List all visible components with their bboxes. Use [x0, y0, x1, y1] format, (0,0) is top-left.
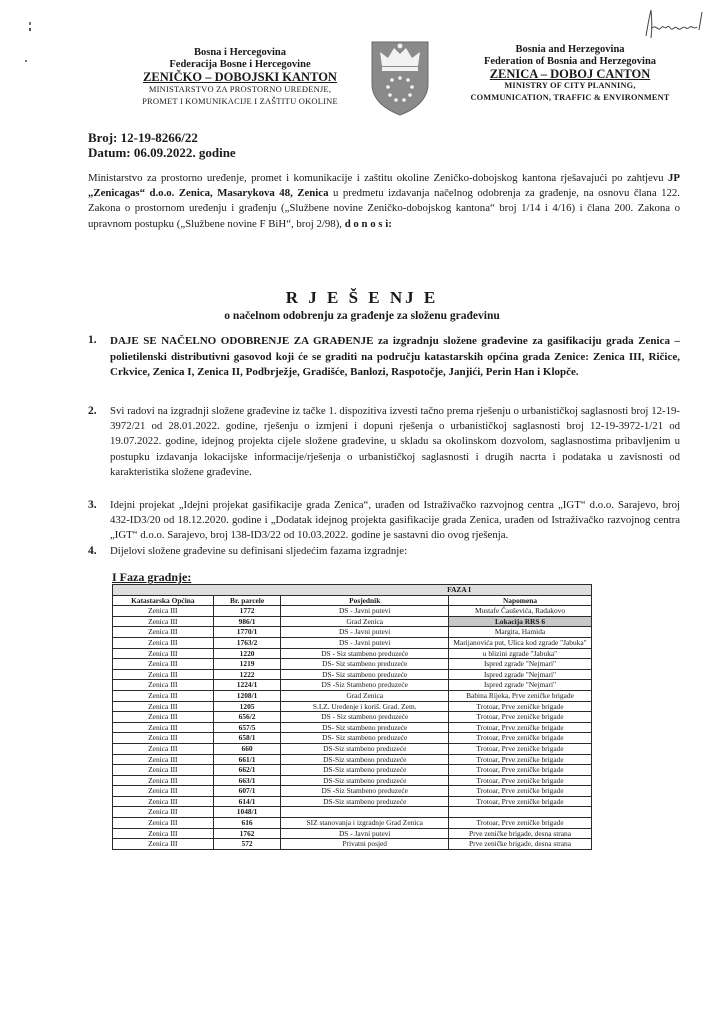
header-ministry-en-line2: COMMUNICATION, TRAFFIC & ENVIRONMENT	[470, 93, 670, 102]
table-row	[113, 701, 592, 712]
cell-cadastral-municipality: Zenica III	[113, 712, 214, 723]
header-canton: ZENIČKO – DOBOJSKI KANTON	[143, 70, 337, 84]
cell-note: Trotoar, Prve zeničke brigade	[449, 743, 592, 754]
cell-parcel-number: 986/1	[213, 616, 281, 627]
table-row	[113, 786, 592, 797]
cell-note: Trotoar, Prve zeničke brigade	[449, 722, 592, 733]
header-right-english	[450, 44, 690, 104]
cell-parcel-number: 656/2	[213, 712, 281, 723]
cell-parcel-number: 1762	[213, 828, 281, 839]
coat-of-arms-icon	[370, 40, 430, 116]
table-title-row	[113, 585, 592, 596]
table-row	[113, 818, 592, 829]
document-number: Broj: 12-19-8266/22	[88, 130, 198, 145]
cell-parcel-number: 660	[213, 743, 281, 754]
intro-text-1: Ministarstvo za prostorno uređenje, promet i komunikacije i zaštitu okoline Zeničko-dobojskog kantona rješavajući po zahtjevu	[88, 172, 668, 184]
cell-cadastral-municipality: Zenica III	[113, 669, 214, 680]
table-row	[113, 796, 592, 807]
header-canton-en: ZENICA – DOBOJ CANTON	[489, 67, 651, 81]
item-number: 4.	[88, 545, 97, 557]
cell-parcel-number: 657/5	[213, 722, 281, 733]
cell-cadastral-municipality: Zenica III	[113, 839, 214, 850]
cell-note: Trotoar, Prve zeničke brigade	[449, 786, 592, 797]
item-number: 3.	[88, 499, 97, 511]
cell-note: Prve zeničke brigade, desna strana	[449, 828, 592, 839]
cell-note: u blizini zgrade "Jabuka"	[449, 648, 592, 659]
table-row	[113, 765, 592, 776]
cell-note: Trotoar, Prve zeničke brigade	[449, 775, 592, 786]
table-row	[113, 712, 592, 723]
cell-owner: DS-Siz stambeno preduzeće	[281, 765, 449, 776]
table-row	[113, 828, 592, 839]
header-federation-en: Federation of Bosnia and Herzegovina	[483, 56, 657, 67]
cell-cadastral-municipality: Zenica III	[113, 818, 214, 829]
cell-owner: DS -Siz Stambeno preduzeće	[281, 680, 449, 691]
cell-cadastral-municipality: Zenica III	[113, 765, 214, 776]
cell-cadastral-municipality: Zenica III	[113, 606, 214, 617]
cell-cadastral-municipality: Zenica III	[113, 828, 214, 839]
cell-owner: DS- Siz stambeno preduzeće	[281, 733, 449, 744]
header-federation: Federacija Bosne i Hercegovine	[169, 59, 311, 70]
donosi-label: d o n o s i:	[344, 217, 392, 230]
cell-owner: DS- Siz stambeno preduzeće	[281, 722, 449, 733]
cell-owner: DS - Javni putevi	[281, 828, 449, 839]
cell-parcel-number: 661/1	[213, 754, 281, 765]
cell-owner: DS- Siz stambeno preduzeće	[281, 659, 449, 670]
item-text: Svi radovi na izgradnji složene građevine iz tačke 1. dispozitiva izvesti tačno prema rješenju o urbanističkoj saglasnosti broj 12-19-3972/21 od 28.01.2022. godine, rješenju o izmjeni i dopuni rješenja o urbanističkoj saglasnosti broj 12-19-3972-1/21 od 19.07.2022. godine, idejnog projekta cijele složene građevine, u skladu sa okolinskom dozvolom, saglasnostima pribavljenim u postupku izdavanja lokacijske informacije/rješenja o urbanističkoj saglasnosti i drugih nacrta i podataka u zavisnosti od karakteristika složene građevine.	[110, 405, 680, 478]
table-row	[113, 754, 592, 765]
cell-parcel-number: 663/1	[213, 775, 281, 786]
cell-cadastral-municipality: Zenica III	[113, 733, 214, 744]
cell-cadastral-municipality: Zenica III	[113, 637, 214, 648]
cell-owner: Privatni posjed	[281, 839, 449, 850]
cell-cadastral-municipality: Zenica III	[113, 616, 214, 627]
intro-paragraph	[88, 171, 680, 232]
cell-parcel-number: 1208/1	[213, 690, 281, 701]
cell-parcel-number: 1048/1	[213, 807, 281, 818]
cell-owner: DS - Javni putevi	[281, 627, 449, 638]
table-row	[113, 680, 592, 691]
cell-cadastral-municipality: Zenica III	[113, 796, 214, 807]
cell-parcel-number: 658/1	[213, 733, 281, 744]
table-row	[113, 733, 592, 744]
cell-cadastral-municipality: Zenica III	[113, 701, 214, 712]
cell-owner: DS - Siz stambeno preduzeće	[281, 648, 449, 659]
phase-table	[112, 584, 592, 850]
cell-note: Prve zeničke brigade, desna strana	[449, 839, 592, 850]
table-row	[113, 616, 592, 627]
cell-note: Lokacija RRS 6	[449, 616, 592, 627]
cell-cadastral-municipality: Zenica III	[113, 743, 214, 754]
cell-cadastral-municipality: Zenica III	[113, 807, 214, 818]
margin-scan-marks	[24, 18, 36, 68]
document-reference	[88, 130, 236, 160]
column-header-note: Napomena	[449, 595, 592, 606]
cell-cadastral-municipality: Zenica III	[113, 690, 214, 701]
cell-cadastral-municipality: Zenica III	[113, 722, 214, 733]
cell-owner: DS-Siz stambeno preduzeće	[281, 796, 449, 807]
cell-note: Ispred zgrade "Nejmari"	[449, 659, 592, 670]
header-country: Bosna i Hercegovina	[194, 47, 286, 58]
item-number: 2.	[88, 405, 97, 417]
decision-title: R J E Š E NJ E	[285, 288, 439, 307]
cell-note: Ispred zgrade "Nejmari"	[449, 669, 592, 680]
cell-owner: DS-Siz stambeno preduzeće	[281, 775, 449, 786]
document-date: Datum: 06.09.2022. godine	[88, 145, 236, 160]
cell-note: Trotoar, Prve zeničke brigade	[449, 765, 592, 776]
decision-subtitle: o načelnom odobrenju za građenje za složenu građevinu	[224, 310, 500, 322]
table-row	[113, 743, 592, 754]
handwritten-signature	[642, 6, 712, 46]
cell-owner: Grad Zenica	[281, 616, 449, 627]
table-row	[113, 839, 592, 850]
cell-owner: DS- Siz stambeno preduzeće	[281, 669, 449, 680]
cell-owner: DS-Siz stambeno preduzeće	[281, 743, 449, 754]
column-header-cadastral-municipality: Katastarska Općina	[113, 595, 214, 606]
item-text: DAJE SE NAČELNO ODOBRENJE ZA GRAĐENJE za izgradnju složene građevine za gasifikaciju grada Zenica – polietilenski distributivni gasovod koji će se graditi na području katastarskih općina grada Zenice: Zenica III, Ričice, Crkvice, Zenica I, Zenica II, Podbrježje, Gradišće, Banlozi, Raspotočje, Janjići, Perin Han i Klopče.	[110, 335, 680, 378]
table-row	[113, 807, 592, 818]
cell-parcel-number: 1205	[213, 701, 281, 712]
header-country-en: Bosnia and Herzegovina	[515, 44, 625, 55]
cell-cadastral-municipality: Zenica III	[113, 680, 214, 691]
phase-label: I Faza gradnje:	[112, 570, 192, 584]
cell-parcel-number: 1770/1	[213, 627, 281, 638]
cell-parcel-number: 1220	[213, 648, 281, 659]
table-row	[113, 775, 592, 786]
cell-parcel-number: 572	[213, 839, 281, 850]
cell-parcel-number: 662/1	[213, 765, 281, 776]
header-ministry-line1: MINISTARSTVO ZA PROSTORNO UREĐENJE,	[148, 84, 332, 94]
cell-parcel-number: 614/1	[213, 796, 281, 807]
cell-cadastral-municipality: Zenica III	[113, 754, 214, 765]
table-row	[113, 669, 592, 680]
cell-parcel-number: 1763/2	[213, 637, 281, 648]
cell-note: Babina Rijeka, Prve zeničke brigade	[449, 690, 592, 701]
header-left-bosnian	[120, 47, 360, 107]
table-body	[113, 606, 592, 850]
item-text: Idejni projekat „Idejni projekat gasifikacije grada Zenica“, urađen od Istraživačko razvojnog centra „IGT“ d.o.o. Sarajevo, broj 432-ID3/20 od 18.12.2020. godine i „Dodatak idejnog projekta gasifikacije grada Zenica, urađen od Istraživačko razvojnog centra „IGT“ d.o.o. Sarajevo, broj 138-ID3/22 od 10.03.2022. godine je sastavni dio ovog rješenja.	[110, 499, 680, 542]
cell-note: Trotoar, Prve zeničke brigade	[449, 701, 592, 712]
table-row	[113, 690, 592, 701]
cell-note: Margita, Hamida	[449, 627, 592, 638]
column-header-parcel-number: Br. parcele	[213, 595, 281, 606]
cell-owner	[281, 807, 449, 818]
table-row	[113, 659, 592, 670]
cell-parcel-number: 1224/1	[213, 680, 281, 691]
cell-parcel-number: 616	[213, 818, 281, 829]
table-row	[113, 606, 592, 617]
cell-cadastral-municipality: Zenica III	[113, 627, 214, 638]
cell-cadastral-municipality: Zenica III	[113, 659, 214, 670]
cell-parcel-number: 1219	[213, 659, 281, 670]
cell-cadastral-municipality: Zenica III	[113, 648, 214, 659]
cell-note: Trotoar, Prve zeničke brigade	[449, 754, 592, 765]
cell-parcel-number: 1772	[213, 606, 281, 617]
table-row	[113, 627, 592, 638]
column-header-owner: Posjednik	[281, 595, 449, 606]
cell-owner: DS - Siz stambeno preduzeće	[281, 712, 449, 723]
cell-owner: SIZ stanovanja i izgradnje Grad Zenica	[281, 818, 449, 829]
item-number: 1.	[88, 334, 97, 346]
cell-note: Trotoar, Prve zeničke brigade	[449, 796, 592, 807]
table-title: FAZA I	[113, 585, 592, 596]
table-row	[113, 637, 592, 648]
applicant-name: JP „Zenicagas“ d.o.o. Zenica, Masarykova 48, Zenica	[88, 172, 680, 200]
cell-owner: DS -Siz Stambeno preduzeće	[281, 786, 449, 797]
cell-parcel-number: 607/1	[213, 786, 281, 797]
cell-note: Trotoar, Prve zeničke brigade	[449, 818, 592, 829]
cell-owner: S.I.Z. Uređenje i koriš. Grad. Zem.	[281, 701, 449, 712]
cell-owner: DS-Siz stambeno preduzeće	[281, 754, 449, 765]
cell-parcel-number: 1222	[213, 669, 281, 680]
item-text: Dijelovi složene građevine su definisani sljedećim fazama izgradnje:	[110, 545, 408, 557]
cell-note: Mustafe Čauševića, Radakovo	[449, 606, 592, 617]
cell-cadastral-municipality: Zenica III	[113, 775, 214, 786]
cell-note	[449, 807, 592, 818]
cell-owner: Grad Zenica	[281, 690, 449, 701]
cell-note: Trotoar, Prve zeničke brigade	[449, 733, 592, 744]
cell-cadastral-municipality: Zenica III	[113, 786, 214, 797]
table-row	[113, 722, 592, 733]
table-row	[113, 648, 592, 659]
cell-owner: DS - Javni putevi	[281, 637, 449, 648]
intro-text-2: u predmetu izdavanja načelnog odobrenja za građenje, na osnovu člana 122. Zakona o prostornom uređenju i građenju („Službene novine Zeničko-dobojskog kantona“ broj 1/14 i 4/16) i člana 200. Zakona o upravnom postupku („Službene novine F BiH“, broj 2/98),	[88, 187, 680, 230]
cell-note: Ispred zgrade "Nejmari"	[449, 680, 592, 691]
header-ministry-en-line1: MINISTRY OF CITY PLANNING,	[504, 81, 636, 90]
cell-note: Marijanovića put, Ulica kod zgrade "Jabuka"	[449, 637, 592, 648]
cell-owner: DS - Javni putevi	[281, 606, 449, 617]
cell-note: Trotoar, Prve zeničke brigade	[449, 712, 592, 723]
table-header-row	[113, 595, 592, 606]
header-ministry-line2: PROMET I KOMUNIKACIJE I ZAŠTITU OKOLINE	[142, 96, 338, 106]
